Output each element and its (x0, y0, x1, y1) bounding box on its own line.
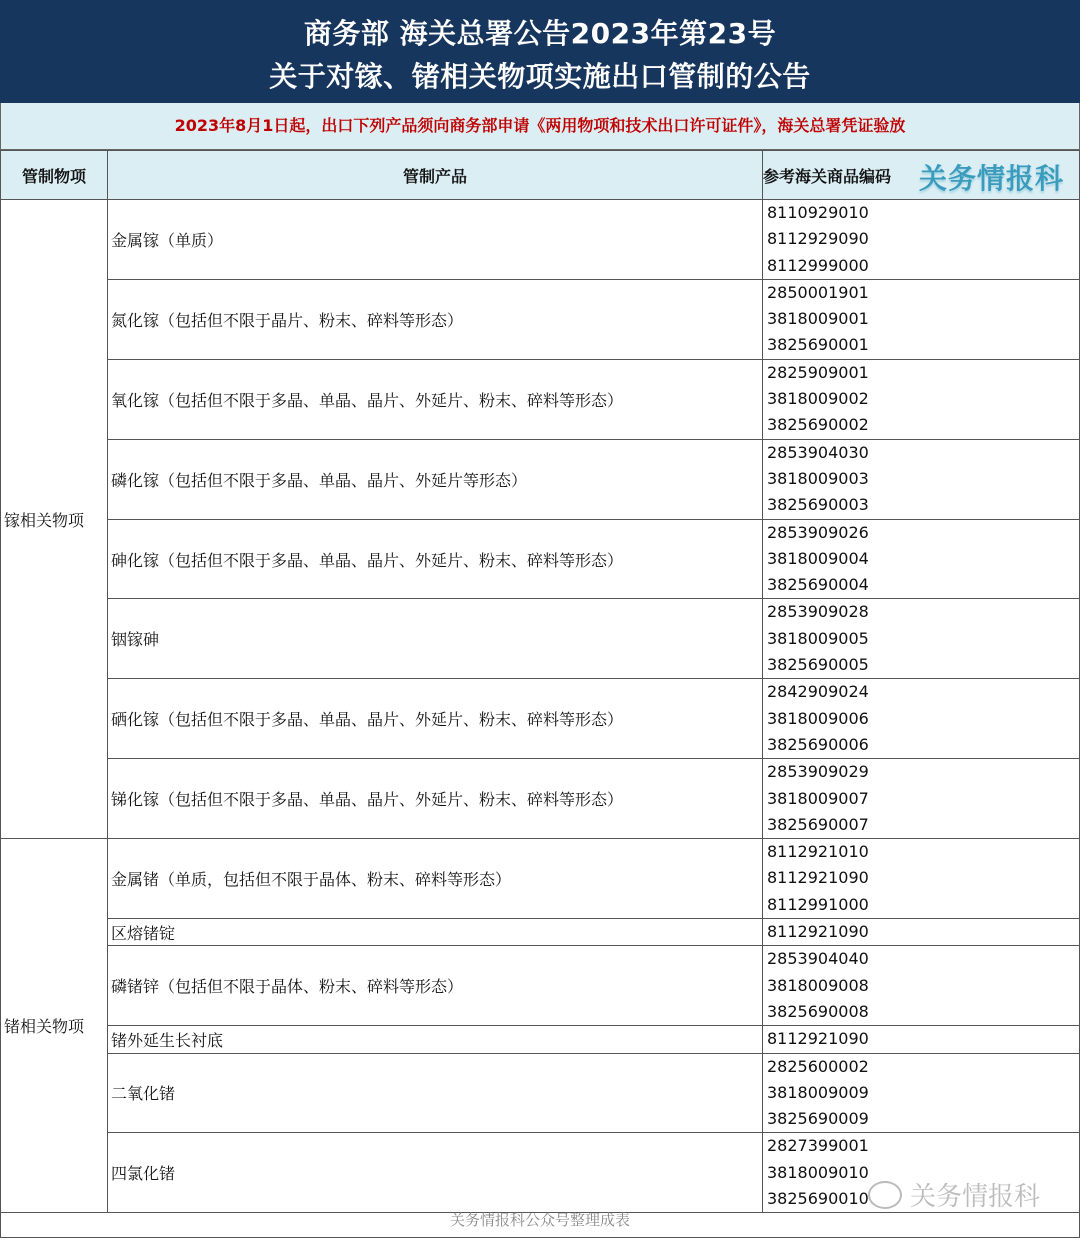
codes-cell (763, 839, 1080, 919)
codes-cell (763, 679, 1080, 759)
product-cell: 砷化镓（包括但不限于多晶、单晶、晶片、外延片、粉末、碎料等形态） (108, 519, 763, 599)
codes-cell (763, 200, 1080, 280)
hs-code: 8112921090 (767, 1029, 869, 1049)
hs-code: 3818009002 (767, 389, 869, 409)
hs-code: 2850001901 (767, 282, 869, 302)
hs-code: 8112921010 (767, 842, 869, 862)
table-row (1, 839, 1080, 919)
column-header-codes (763, 151, 1080, 200)
title-line-2: 关于对镓、锗相关物项实施出口管制的公告 (269, 60, 811, 93)
watermark (868, 1176, 1040, 1213)
hs-code: 3818009010 (767, 1162, 869, 1182)
codes-cell (763, 759, 1080, 839)
table-row (1, 279, 1080, 359)
hs-code: 3825690001 (767, 335, 869, 355)
product-cell: 磷锗锌（包括但不限于晶体、粉末、碎料等形态） (108, 946, 763, 1026)
product-cell: 区熔锗锭 (108, 919, 763, 946)
hs-code: 3825690005 (767, 655, 869, 675)
hs-code: 3825690002 (767, 415, 869, 435)
product-cell: 二氧化锗 (108, 1053, 763, 1133)
hs-code: 2853909026 (767, 522, 869, 542)
table-row (1, 759, 1080, 839)
table-row (1, 919, 1080, 946)
hs-code: 2825909001 (767, 362, 869, 382)
hs-code: 2842909024 (767, 682, 869, 702)
hs-code: 3818009001 (767, 309, 869, 329)
hs-code: 3818009005 (767, 628, 869, 648)
brand-logo: 关务情报科 (919, 162, 1065, 195)
table-body (1, 200, 1080, 1213)
product-cell: 锑化镓（包括但不限于多晶、单晶、晶片、外延片、粉末、碎料等形态） (108, 759, 763, 839)
hs-code: 3818009007 (767, 788, 869, 808)
hs-code: 3825690003 (767, 495, 869, 515)
codes-cell (763, 519, 1080, 599)
product-cell: 金属镓（单质） (108, 200, 763, 280)
product-cell: 铟镓砷 (108, 599, 763, 679)
table-row (1, 1026, 1080, 1053)
hs-code: 8112921090 (767, 922, 869, 942)
hs-code: 8112929090 (767, 229, 869, 249)
column-header-product: 管制产品 (108, 151, 763, 200)
product-cell: 氮化镓（包括但不限于晶片、粉末、碎料等形态） (108, 279, 763, 359)
hs-code: 3825690006 (767, 734, 869, 754)
footer-credit: 关务情报科公众号整理成表 (0, 1203, 1080, 1238)
group-cell: 镓相关物项 (1, 200, 108, 839)
product-cell: 锗外延生长衬底 (108, 1026, 763, 1053)
product-cell: 氧化镓（包括但不限于多晶、单晶、晶片、外延片、粉末、碎料等形态） (108, 359, 763, 439)
table-row (1, 200, 1080, 280)
hs-code: 8112999000 (767, 255, 869, 275)
codes-cell (763, 919, 1080, 946)
hs-code: 3818009009 (767, 1082, 869, 1102)
table-row (1, 599, 1080, 679)
hs-code: 3825690008 (767, 1001, 869, 1021)
hs-code: 2825600002 (767, 1056, 869, 1076)
codes-cell (763, 599, 1080, 679)
control-table (0, 150, 1080, 1213)
hs-code: 3818009006 (767, 708, 869, 728)
watermark-text: 关务情报科 (910, 1182, 1041, 1212)
hs-code: 3818009004 (767, 548, 869, 568)
column-header-item: 管制物项 (1, 151, 108, 200)
table-row (1, 519, 1080, 599)
hs-code: 3825690009 (767, 1109, 869, 1129)
codes-cell (763, 1026, 1080, 1053)
column-header-codes-label: 参考海关商品编码 (763, 166, 892, 186)
hs-code: 2853904040 (767, 949, 869, 969)
title-line-1: 商务部 海关总署公告2023年第23号 (303, 17, 777, 50)
notice-bar: 2023年8月1日起，出口下列产品须向商务部申请《两用物项和技术出口许可证件》，海关总署凭证验放 (0, 103, 1080, 150)
title-banner (0, 0, 1080, 103)
hs-code: 2853909028 (767, 602, 869, 622)
hs-code: 3825690004 (767, 575, 869, 595)
table-row (1, 946, 1080, 1026)
hs-code: 8110929010 (767, 203, 869, 222)
codes-cell (763, 1053, 1080, 1133)
hs-code: 3818009008 (767, 975, 869, 995)
codes-cell (763, 439, 1080, 519)
hs-code: 2853904030 (767, 442, 869, 462)
table-row (1, 439, 1080, 519)
hs-code: 3825690007 (767, 814, 869, 834)
hs-code: 8112991000 (767, 894, 869, 914)
hs-code: 3818009003 (767, 468, 869, 488)
hs-code: 8112921090 (767, 868, 869, 888)
hs-code: 3825690010 (767, 1188, 869, 1208)
group-cell: 锗相关物项 (1, 839, 108, 1213)
wechat-icon (868, 1181, 902, 1209)
codes-cell (763, 279, 1080, 359)
codes-cell (763, 359, 1080, 439)
product-cell: 四氯化锗 (108, 1133, 763, 1213)
codes-cell (763, 946, 1080, 1026)
hs-code: 2827399001 (767, 1136, 869, 1156)
product-cell: 金属锗（单质，包括但不限于晶体、粉末、碎料等形态） (108, 839, 763, 919)
table-row (1, 1053, 1080, 1133)
hs-code: 2853909029 (767, 762, 869, 782)
table-header-row (1, 151, 1080, 200)
table-row (1, 679, 1080, 759)
product-cell: 硒化镓（包括但不限于多晶、单晶、晶片、外延片、粉末、碎料等形态） (108, 679, 763, 759)
product-cell: 磷化镓（包括但不限于多晶、单晶、晶片、外延片等形态） (108, 439, 763, 519)
table-row (1, 359, 1080, 439)
